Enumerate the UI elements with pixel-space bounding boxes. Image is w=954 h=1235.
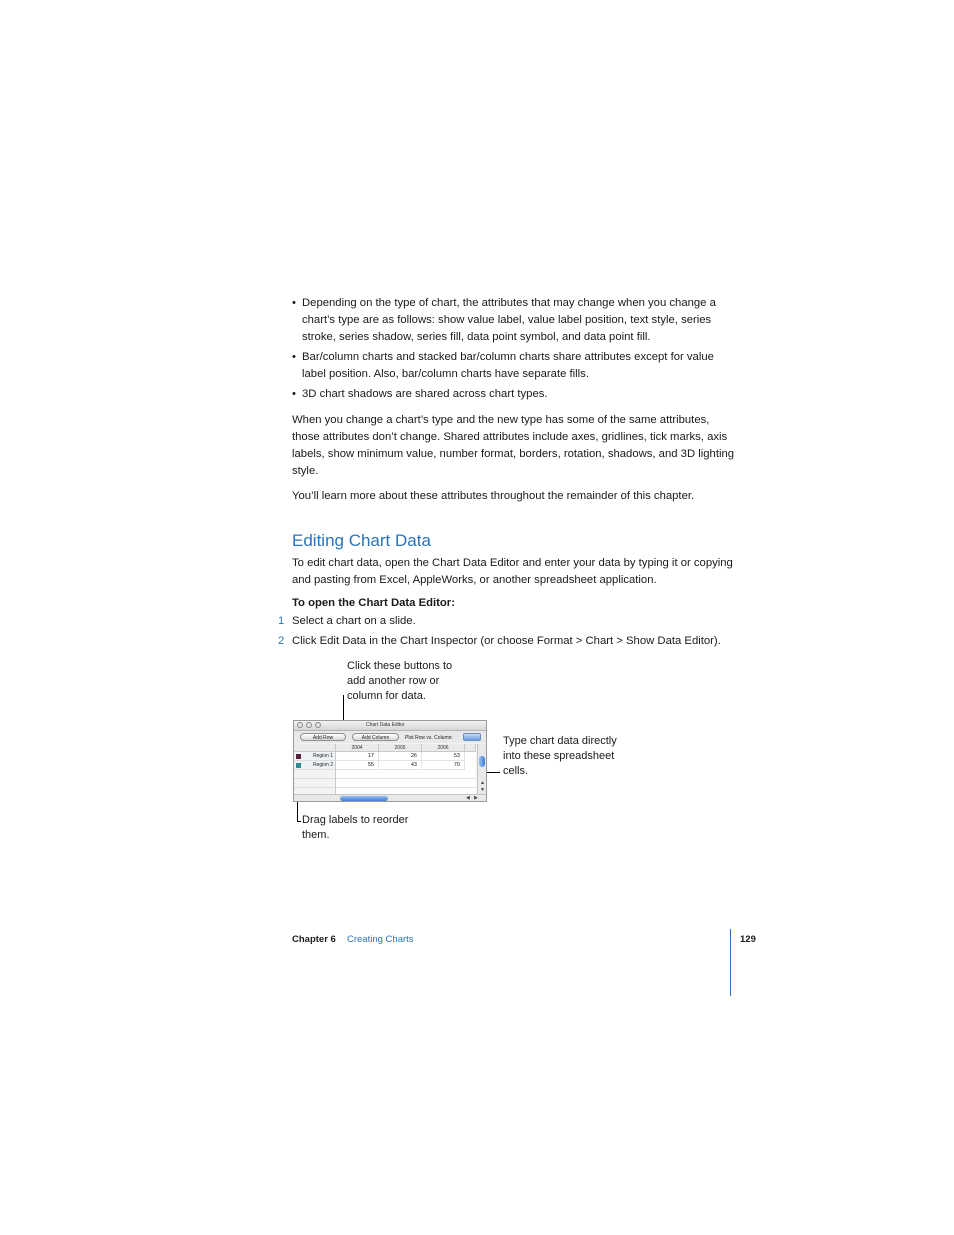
scroll-right-arrow-icon[interactable]: ▶ xyxy=(474,795,478,801)
callout-buttons: Click these buttons to add another row or column for data. xyxy=(347,660,453,702)
editor-toolbar xyxy=(294,731,486,743)
procedure-title: To open the Chart Data Editor: xyxy=(292,597,455,609)
row-label-region-1[interactable]: Region 1 xyxy=(294,752,336,761)
plot-toggle-button[interactable] xyxy=(463,733,481,741)
step-text: Click Edit Data in the Chart Inspector (or choose Format > Chart > Show Data Editor). xyxy=(292,635,721,647)
page-number: 129 xyxy=(740,934,756,945)
horizontal-scrollbar[interactable] xyxy=(294,794,486,802)
scroll-up-arrow-icon[interactable]: ▲ xyxy=(480,780,485,786)
empty-row[interactable] xyxy=(294,779,476,788)
list-item: • Bar/column charts and stacked bar/column charts share attributes except for value label position. Also, bar/column charts have separate fills. xyxy=(292,351,714,380)
step-number: 2 xyxy=(278,635,285,647)
chart-data-editor-window xyxy=(293,720,487,802)
data-cell[interactable]: 70 xyxy=(422,761,465,770)
footer-divider xyxy=(730,929,731,996)
zoom-icon[interactable] xyxy=(315,722,321,728)
data-cell[interactable]: 43 xyxy=(379,761,422,770)
column-header[interactable]: 2005 xyxy=(379,744,422,752)
close-icon[interactable] xyxy=(297,722,303,728)
step-text: Select a chart on a slide. xyxy=(292,615,416,627)
column-header xyxy=(465,744,476,752)
footer-chapter: Chapter 6 xyxy=(292,934,336,945)
vertical-scrollbar[interactable] xyxy=(477,744,487,794)
column-header[interactable]: 2006 xyxy=(422,744,465,752)
column-header[interactable]: 2004 xyxy=(336,744,379,752)
corner-header xyxy=(294,744,336,752)
scroll-left-arrow-icon[interactable]: ◀ xyxy=(466,795,470,801)
data-cell[interactable]: 26 xyxy=(379,752,422,761)
list-item: • 3D chart shadows are shared across chart types. xyxy=(292,388,548,400)
empty-row[interactable] xyxy=(294,770,476,779)
data-cell[interactable]: 17 xyxy=(336,752,379,761)
learn-more-paragraph: You’ll learn more about these attributes throughout the remainder of this chapter. xyxy=(292,490,695,502)
add-column-button[interactable]: Add Column xyxy=(352,733,399,741)
bullet-list xyxy=(292,295,737,406)
series-color-swatch xyxy=(296,763,301,768)
data-cell[interactable]: 53 xyxy=(422,752,465,761)
spreadsheet-grid xyxy=(294,744,476,794)
footer-chapter-title: Creating Charts xyxy=(347,934,414,945)
callout-cells: Type chart data directly into these spreadsheet cells. xyxy=(503,735,617,777)
window-title: Chart Data Editor xyxy=(366,722,405,728)
horizontal-scroll-thumb[interactable] xyxy=(340,796,388,801)
series-color-swatch xyxy=(296,754,301,759)
plot-row-vs-column-label: Plot Row vs. Column: xyxy=(405,735,453,741)
minimize-icon[interactable] xyxy=(306,722,312,728)
section-intro: To edit chart data, open the Chart Data Editor and enter your data by typing it or copying and pasting from Excel, AppleWorks, or another spreadsheet application. xyxy=(292,557,733,586)
step-2 xyxy=(278,633,748,650)
section-heading: Editing Chart Data xyxy=(292,531,431,550)
vertical-scroll-thumb[interactable] xyxy=(479,756,485,767)
add-row-button[interactable]: Add Row xyxy=(300,733,346,741)
step-number: 1 xyxy=(278,615,285,627)
data-cell[interactable]: 55 xyxy=(336,761,379,770)
row-label-region-2[interactable]: Region 2 xyxy=(294,761,336,770)
leader-line xyxy=(297,821,301,822)
callout-labels: Drag labels to reorder them. xyxy=(302,814,409,841)
list-item: • Depending on the type of chart, the attributes that may change when you change a chart’s type are as follows: show value label, value label position, text style, series stroke, series shadow, series fill, data point symbol, and data point fill. xyxy=(292,297,716,343)
scroll-down-arrow-icon[interactable]: ▼ xyxy=(480,787,485,793)
title-bar xyxy=(294,721,486,731)
shared-attributes-paragraph: When you change a chart’s type and the new type has some of the same attributes, those attributes don’t change. Shared attributes include axes, gridlines, tick marks, axis labels, show minimum value, number format, borders, rotation, shadows, and 3D lighting style. xyxy=(292,414,735,477)
step-1 xyxy=(278,613,748,630)
